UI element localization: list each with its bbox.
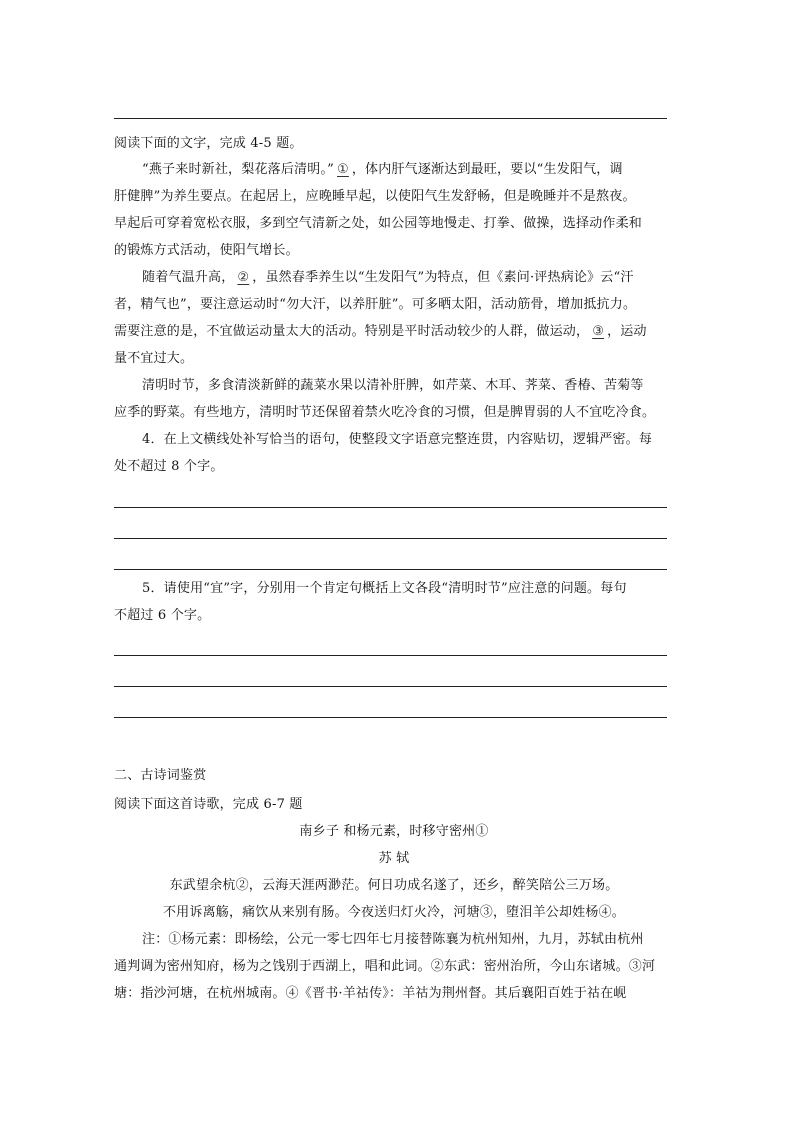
note-line3: 塘：指沙河塘，在杭州城南。④《晋书·羊祜传》：羊祜为荆州督。其后襄阳百姓于祜在岘 bbox=[114, 986, 627, 1001]
note-line1: 注：①杨元素：即杨绘，公元一零七四年七月接替陈襄为杭州知州，九月，苏轼由杭州 bbox=[142, 932, 644, 947]
p2-line3-end: ，运动 bbox=[607, 324, 647, 339]
q4-line1: 4．在上文横线处补写恰当的语句，使整段文字语意完整连贯，内容贴切，逻辑严密。每 bbox=[142, 432, 653, 447]
q5-line1: 5．请使用“宜”字，分别用一个肯定句概括上文各段“清明时节”应注意的问题。每句 bbox=[142, 581, 627, 596]
q4-answer-line-2[interactable] bbox=[114, 538, 667, 539]
poem-author: 苏 轼 bbox=[378, 851, 410, 866]
poem-title: 南乡子 和杨元素，时移守密州① bbox=[299, 824, 489, 839]
q5-answer-line-1[interactable] bbox=[114, 655, 667, 656]
p1-line4: 的锻炼方式活动，使阳气增长。 bbox=[114, 243, 299, 258]
p2-line1 bbox=[142, 268, 682, 288]
p2-line1-end: ，虽然春季养生以“生发阳气”为特点，但《素问·评热病论》云“汗 bbox=[252, 270, 634, 285]
p3-line2: 应季的野菜。有些地方，清明时节还保留着禁火吃冷食的习惯，但是脾胃弱的人不宜吃冷食。 bbox=[114, 405, 656, 420]
q5-answer-line-3[interactable] bbox=[114, 717, 667, 718]
p1-line1-end: ，体内肝气逐渐达到最旺，要以“生发阳气，调 bbox=[351, 162, 623, 177]
p2-line4: 量不宜过大。 bbox=[114, 351, 194, 366]
p3-line1: 清明时节，多食清淡新鲜的蔬菜水果以清补肝脾，如芹菜、木耳、荠菜、香椿、苦菊等 bbox=[142, 378, 644, 393]
poem-verse-1: 东武望余杭②，云海天涯两渺茫。何日功成名遂了，还乡，醉笑陪公三万场。 bbox=[169, 878, 619, 893]
top-answer-line bbox=[114, 118, 667, 119]
p1-line1 bbox=[142, 160, 682, 180]
q4-line2: 处不超过 8 个字。 bbox=[114, 459, 224, 474]
p2-line2: 者，精气也”，要注意运动时“勿大汗，以养肝脏”。可多晒太阳，活动筋骨，增加抵抗力。 bbox=[114, 297, 637, 312]
p1-line2: 肝健脾”为养生要点。在起居上，应晚睡早起，以使阳气生发舒畅，但是晚睡并不是熬夜。 bbox=[114, 189, 636, 204]
poem-verse-2: 不用诉离觞，痛饮从来别有肠。今夜送归灯火冷，河塘③，堕泪羊公却姓杨④。 bbox=[162, 905, 625, 920]
note-line2: 通判调为密州知府，杨为之饯别于西湖上，唱和此词。②东武：密州治所，今山东诸城。③河 bbox=[114, 959, 656, 974]
p2-line1-start: 随着气温升高， bbox=[142, 270, 235, 285]
intro-q4-5: 阅读下面的文字，完成 4-5 题。 bbox=[114, 136, 303, 151]
blank-1: ① bbox=[337, 162, 349, 177]
p2-line3-start: 需要注意的是，不宜做运动量太大的活动。特别是平时活动较少的人群，做运动， bbox=[114, 324, 590, 339]
q4-answer-line-3[interactable] bbox=[114, 569, 667, 570]
section-2-heading: 二、古诗词鉴赏 bbox=[114, 768, 207, 783]
p1-line3: 早起后可穿着宽松衣服，多到空气清新之处，如公园等地慢走、打拳、做操，选择动作柔和 bbox=[114, 216, 643, 231]
q4-answer-line-1[interactable] bbox=[114, 507, 667, 508]
blank-2: ② bbox=[237, 270, 250, 285]
section-2-intro: 阅读下面这首诗歌，完成 6-7 题 bbox=[114, 797, 303, 812]
p2-line3 bbox=[114, 322, 674, 342]
q5-line2: 不超过 6 个字。 bbox=[114, 608, 211, 623]
p1-line1-start: “燕子来时新社，梨花落后清明。” bbox=[142, 162, 334, 177]
q5-answer-line-2[interactable] bbox=[114, 686, 667, 687]
blank-3: ③ bbox=[592, 324, 605, 339]
